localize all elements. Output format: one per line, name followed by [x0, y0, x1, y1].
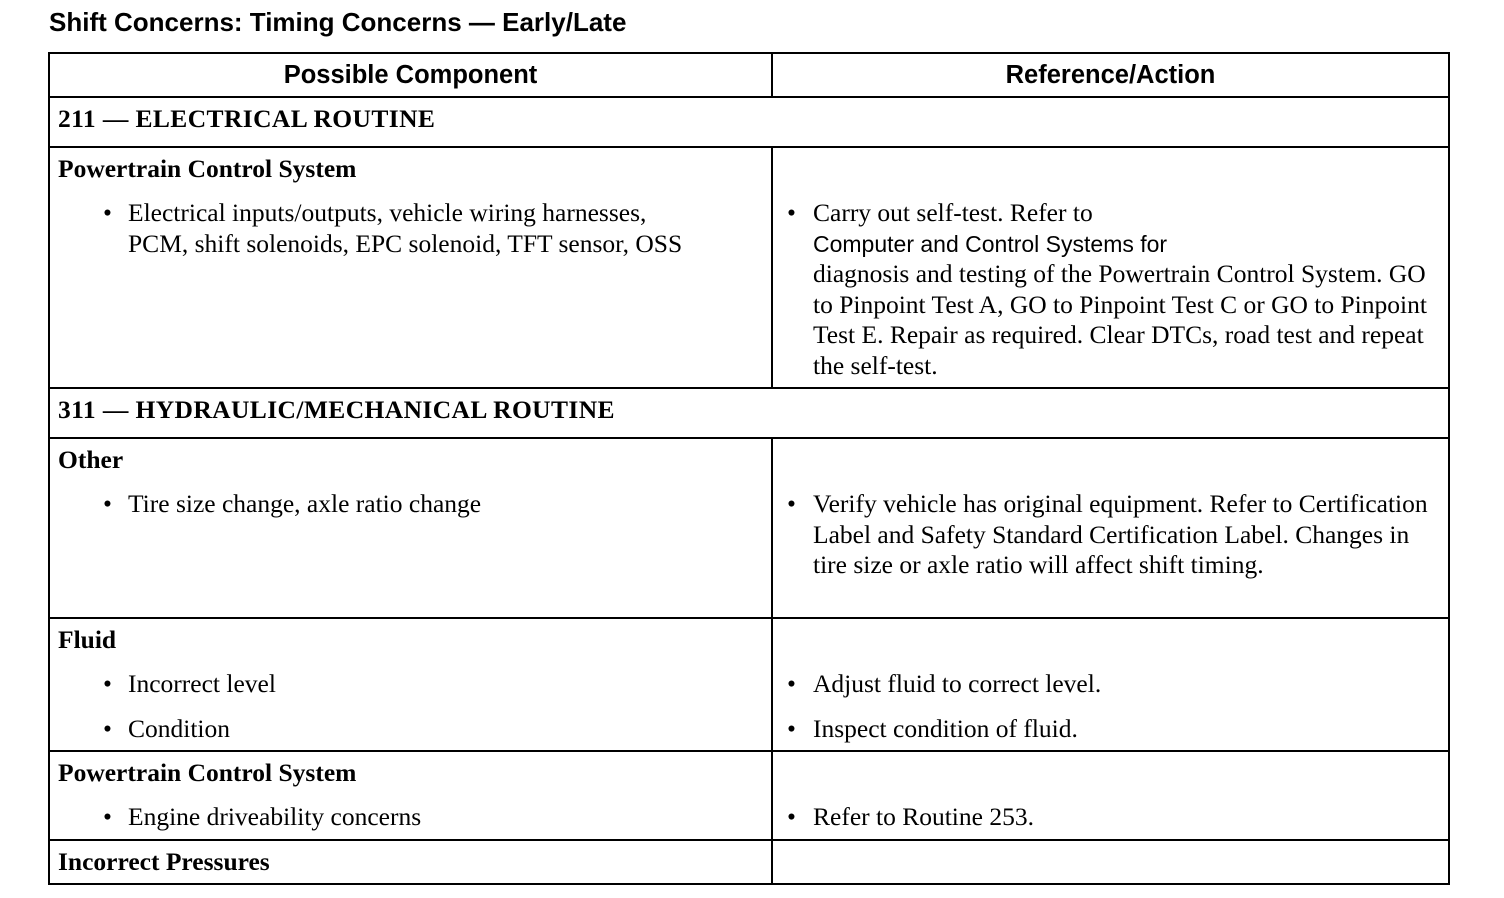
group-heading-incorrect-pressures: Incorrect Pressures: [58, 847, 270, 876]
section-label-electrical: 211 — ELECTRICAL ROUTINE: [49, 97, 1449, 147]
action-list: [785, 802, 1440, 833]
section-label-hydraulic: 311 — HYDRAULIC/MECHANICAL ROUTINE: [49, 388, 1449, 438]
list-item: [58, 669, 763, 700]
action-cell: [772, 618, 1449, 751]
list-item: [58, 489, 763, 520]
action-cell: [772, 840, 1449, 884]
action-list: [785, 489, 1440, 581]
table-header-row: [49, 53, 1449, 97]
page-title: Shift Concerns: Timing Concerns — Early/Late: [49, 7, 627, 37]
bullet-icon: •: [787, 198, 796, 227]
component-text: Tire size change, axle ratio change: [128, 489, 482, 518]
bullet-icon: •: [103, 802, 112, 831]
column-header-component: Possible Component: [49, 53, 772, 97]
section-row-hydraulic: [49, 388, 1449, 438]
component-text: Engine driveability concerns: [128, 802, 422, 831]
component-list: [58, 669, 763, 744]
section-row-electrical: [49, 97, 1449, 147]
bullet-icon: •: [787, 489, 796, 518]
list-item: [58, 802, 763, 833]
component-text: PCM, shift solenoids, EPC solenoid, TFT sensor, OSS: [128, 228, 683, 258]
bullet-icon: •: [787, 669, 796, 698]
bullet-icon: •: [103, 489, 112, 518]
table-row-powertrain-hydraulic: [49, 751, 1449, 840]
group-heading-powertrain: Powertrain Control System: [58, 758, 357, 787]
component-text: Electrical inputs/outputs, vehicle wiring harnesses,: [128, 198, 647, 227]
list-item: [785, 714, 1440, 745]
action-cell: [772, 438, 1449, 618]
list-item: [785, 802, 1440, 833]
diagnostic-table: [48, 52, 1450, 885]
bullet-icon: •: [103, 713, 112, 743]
component-cell: [49, 618, 772, 751]
list-item: [785, 198, 1440, 381]
table-row-fluid: [49, 618, 1449, 751]
component-cell: [49, 840, 772, 884]
list-item: [785, 489, 1440, 581]
table-row-incorrect-pressures: [49, 840, 1449, 884]
reference-link[interactable]: Computer and Control Systems for: [813, 230, 1168, 257]
list-item: [58, 714, 763, 745]
component-cell: [49, 751, 772, 840]
component-list: [58, 802, 763, 833]
group-heading-other: Other: [58, 445, 124, 474]
action-text: Carry out self-test. Refer to: [813, 198, 1093, 227]
component-text: Condition: [128, 713, 231, 743]
component-cell: [49, 147, 772, 388]
component-cell: [49, 438, 772, 618]
bullet-icon: •: [787, 713, 796, 743]
component-list: [58, 198, 763, 259]
bullet-icon: •: [787, 802, 796, 831]
action-list: [785, 669, 1440, 744]
bullet-icon: •: [103, 198, 112, 227]
component-list: [58, 489, 763, 520]
table-row-other: [49, 438, 1449, 618]
action-text: Adjust fluid to correct level.: [813, 669, 1102, 698]
action-text: Refer to Routine 253.: [813, 802, 1034, 831]
action-text: Verify vehicle has original equipment. Refer to Certification Label and Safety Standard Certification Label. Changes in tire size or axle ratio will affect shift timing.: [813, 489, 1428, 579]
action-list: [785, 198, 1440, 381]
component-text: Incorrect level: [128, 669, 276, 698]
group-heading-fluid: Fluid: [58, 625, 117, 654]
list-item: [58, 198, 763, 259]
action-cell: [772, 147, 1449, 388]
action-text: Inspect condition of fluid.: [813, 713, 1078, 743]
column-header-action: Reference/Action: [772, 53, 1449, 97]
list-item: [785, 669, 1440, 700]
group-heading-powertrain: Powertrain Control System: [58, 154, 357, 183]
action-cell: [772, 751, 1449, 840]
table-row-powertrain-electrical: [49, 147, 1449, 388]
action-text: diagnosis and testing of the Powertrain Control System. GO to Pinpoint Test A, GO to Pinpoint Test C or GO to Pinpoint Test E. Repair as required. Clear DTCs, road test and repeat the self-test.: [813, 259, 1427, 380]
bullet-icon: •: [103, 669, 112, 698]
